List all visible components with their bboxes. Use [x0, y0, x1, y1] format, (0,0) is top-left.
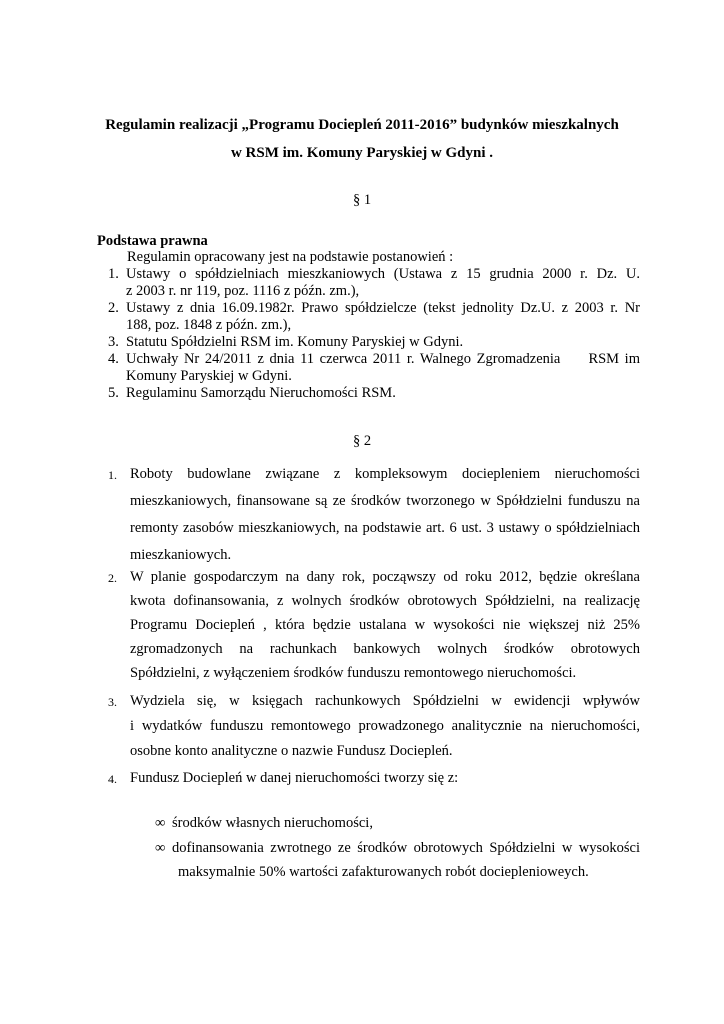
bullet-line: środków własnych nieruchomości, — [172, 815, 373, 831]
bullet-line: dofinansowania zwrotnego ze środków obrotowych Spółdzielni w wysokości — [172, 840, 640, 856]
section-1-symbol: § 1 — [352, 192, 372, 208]
paragraph-line: zgromadzonych na rachunkach bankowych wolnych środków obrotowych — [130, 641, 640, 657]
section-1-intro: Regulamin opracowany jest na podstawie postanowień : — [127, 249, 454, 265]
section-1-heading: Podstawa prawna — [97, 233, 208, 249]
list-number: 2. — [108, 571, 117, 585]
infinity-bullet-icon: ∞ — [155, 840, 166, 856]
document-title-line-2: w RSM im. Komuny Paryskiej w Gdyni . — [230, 145, 494, 161]
list-line: Uchwały Nr 24/2011 z dnia 11 czerwca 2011 r. Walnego Zgromadzenia RSM im — [126, 351, 640, 367]
list-line: Ustawy o spółdzielniach mieszkaniowych (Ustawa z 15 grudnia 2000 r. Dz. U. — [126, 266, 640, 282]
paragraph-line: kwota dofinansowania, z wolnych środków obrotowych Spółdzielni, na realizację — [130, 593, 640, 609]
document-title-line-1: Regulamin realizacji „Programu Dociepleń 2011-2016” budynków mieszkalnych — [105, 117, 619, 133]
paragraph-line: Programu Dociepleń , która będzie ustalana w wysokości nie większej niż 25% — [130, 617, 640, 633]
list-number: 5. — [108, 385, 119, 401]
paragraph-line: W planie gospodarczym na dany rok, począwszy od roku 2012, będzie określana — [130, 569, 640, 585]
list-number: 1. — [108, 266, 119, 282]
list-line: Statutu Spółdzielni RSM im. Komuny Paryskiej w Gdyni. — [126, 334, 464, 350]
list-number: 4. — [108, 772, 117, 786]
paragraph-line: Fundusz Dociepleń w danej nieruchomości tworzy się z: — [130, 770, 459, 786]
list-line: 188, poz. 1848 z późn. zm.), — [126, 317, 292, 333]
paragraph-line: remonty zasobów mieszkaniowych, na podstawie art. 6 ust. 3 ustawy o spółdzielniach — [130, 520, 640, 536]
list-line: Ustawy z dnia 16.09.1982r. Prawo spółdzielcze (tekst jednolity Dz.U. z 2003 r. Nr — [126, 300, 640, 316]
list-line: z 2003 r. nr 119, poz. 1116 z późn. zm.), — [126, 283, 360, 299]
list-line: Regulaminu Samorządu Nieruchomości RSM. — [126, 385, 396, 401]
list-number: 3. — [108, 695, 117, 709]
paragraph-line: mieszkaniowych. — [130, 547, 232, 563]
paragraph-line: mieszkaniowych, finansowane są ze środków tworzonego w Spółdzielni funduszu na — [130, 493, 640, 509]
paragraph-line: i wydatków funduszu remontowego prowadzonego analitycznie na nieruchomości, — [130, 718, 640, 734]
bullet-line: maksymalnie 50% wartości zafakturowanych robót docieplenioweych. — [178, 864, 589, 880]
infinity-bullet-icon: ∞ — [155, 815, 166, 831]
paragraph-line: osobne konto analityczne o nazwie Fundusz Dociepleń. — [130, 743, 453, 759]
list-number: 2. — [108, 300, 119, 316]
list-line: Komuny Paryskiej w Gdyni. — [126, 368, 292, 384]
list-number: 3. — [108, 334, 119, 350]
list-number: 4. — [108, 351, 119, 367]
paragraph-line: Wydziela się, w księgach rachunkowych Spółdzielni w ewidencji wpływów — [130, 693, 640, 709]
section-2-symbol: § 2 — [352, 433, 372, 449]
paragraph-line: Roboty budowlane związane z kompleksowym dociepleniem nieruchomości — [130, 466, 640, 482]
list-number: 1. — [108, 468, 117, 482]
paragraph-line: Spółdzielni, z wyłączeniem środków funduszu remontowego nieruchomości. — [130, 665, 577, 681]
